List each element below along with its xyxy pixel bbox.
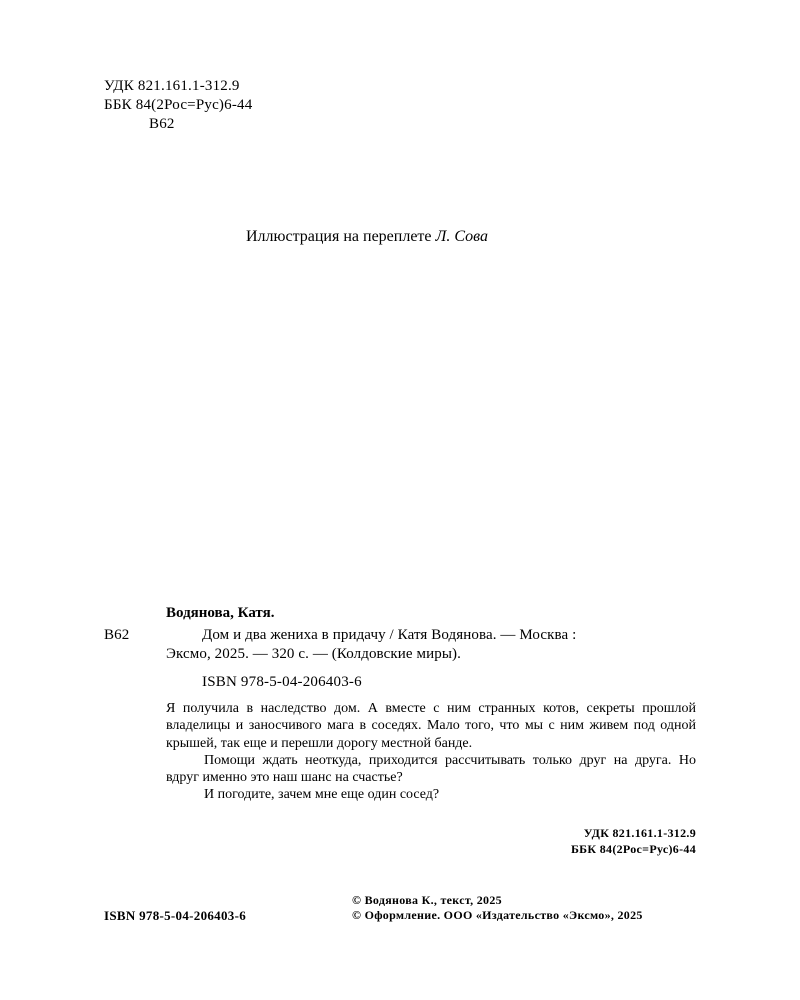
catalog-description-line1: Дом и два жениха в придачу / Катя Водянова. — Москва : xyxy=(202,627,577,643)
catalog-isbn: ISBN 978-5-04-206403-6 xyxy=(202,674,362,690)
catalog-description-line2: Эксмо, 2025. — 320 с. — (Колдовские миры). xyxy=(166,646,461,662)
author-sign: В62 xyxy=(149,116,175,132)
annotation-paragraph-2: Помощи ждать неоткуда, приходится рассчитывать только друг на друга. Но вдруг именно это наш шанс на счастье? xyxy=(166,752,696,786)
annotation-paragraph-1: Я получила в наследство дом. А вместе с ним странных котов, секреты прошлой владелицы и заносчивого мага в соседях. Мало того, что мы с ним живем под одной крышей, так еще и перешли дорогу местной банде. xyxy=(166,701,696,751)
annotation-paragraph-3: И погодите, зачем мне еще один сосед? xyxy=(204,787,440,803)
illustration-artist: Л. Сова xyxy=(435,228,488,245)
text-copyright: © Водянова К., текст, 2025 xyxy=(352,893,502,907)
illustration-label: Иллюстрация на переплете xyxy=(246,228,432,245)
footer-isbn: ISBN 978-5-04-206403-6 xyxy=(104,908,247,923)
illustration-credit xyxy=(246,228,488,246)
udk-code: УДК 821.161.1-312.9 xyxy=(104,78,240,94)
footer-bbk: ББК 84(2Рос=Рус)6-44 xyxy=(570,842,696,856)
catalog-author: Водянова, Катя. xyxy=(166,605,275,621)
design-copyright: © Оформление. ООО «Издательство «Эксмо», 2025 xyxy=(352,908,643,922)
footer-udk: УДК 821.161.1-312.9 xyxy=(583,826,696,840)
annotation xyxy=(166,700,696,804)
bbk-code: ББК 84(2Рос=Рус)6-44 xyxy=(104,97,253,113)
catalog-sign: В62 xyxy=(104,627,130,643)
footer-classification xyxy=(571,825,696,857)
